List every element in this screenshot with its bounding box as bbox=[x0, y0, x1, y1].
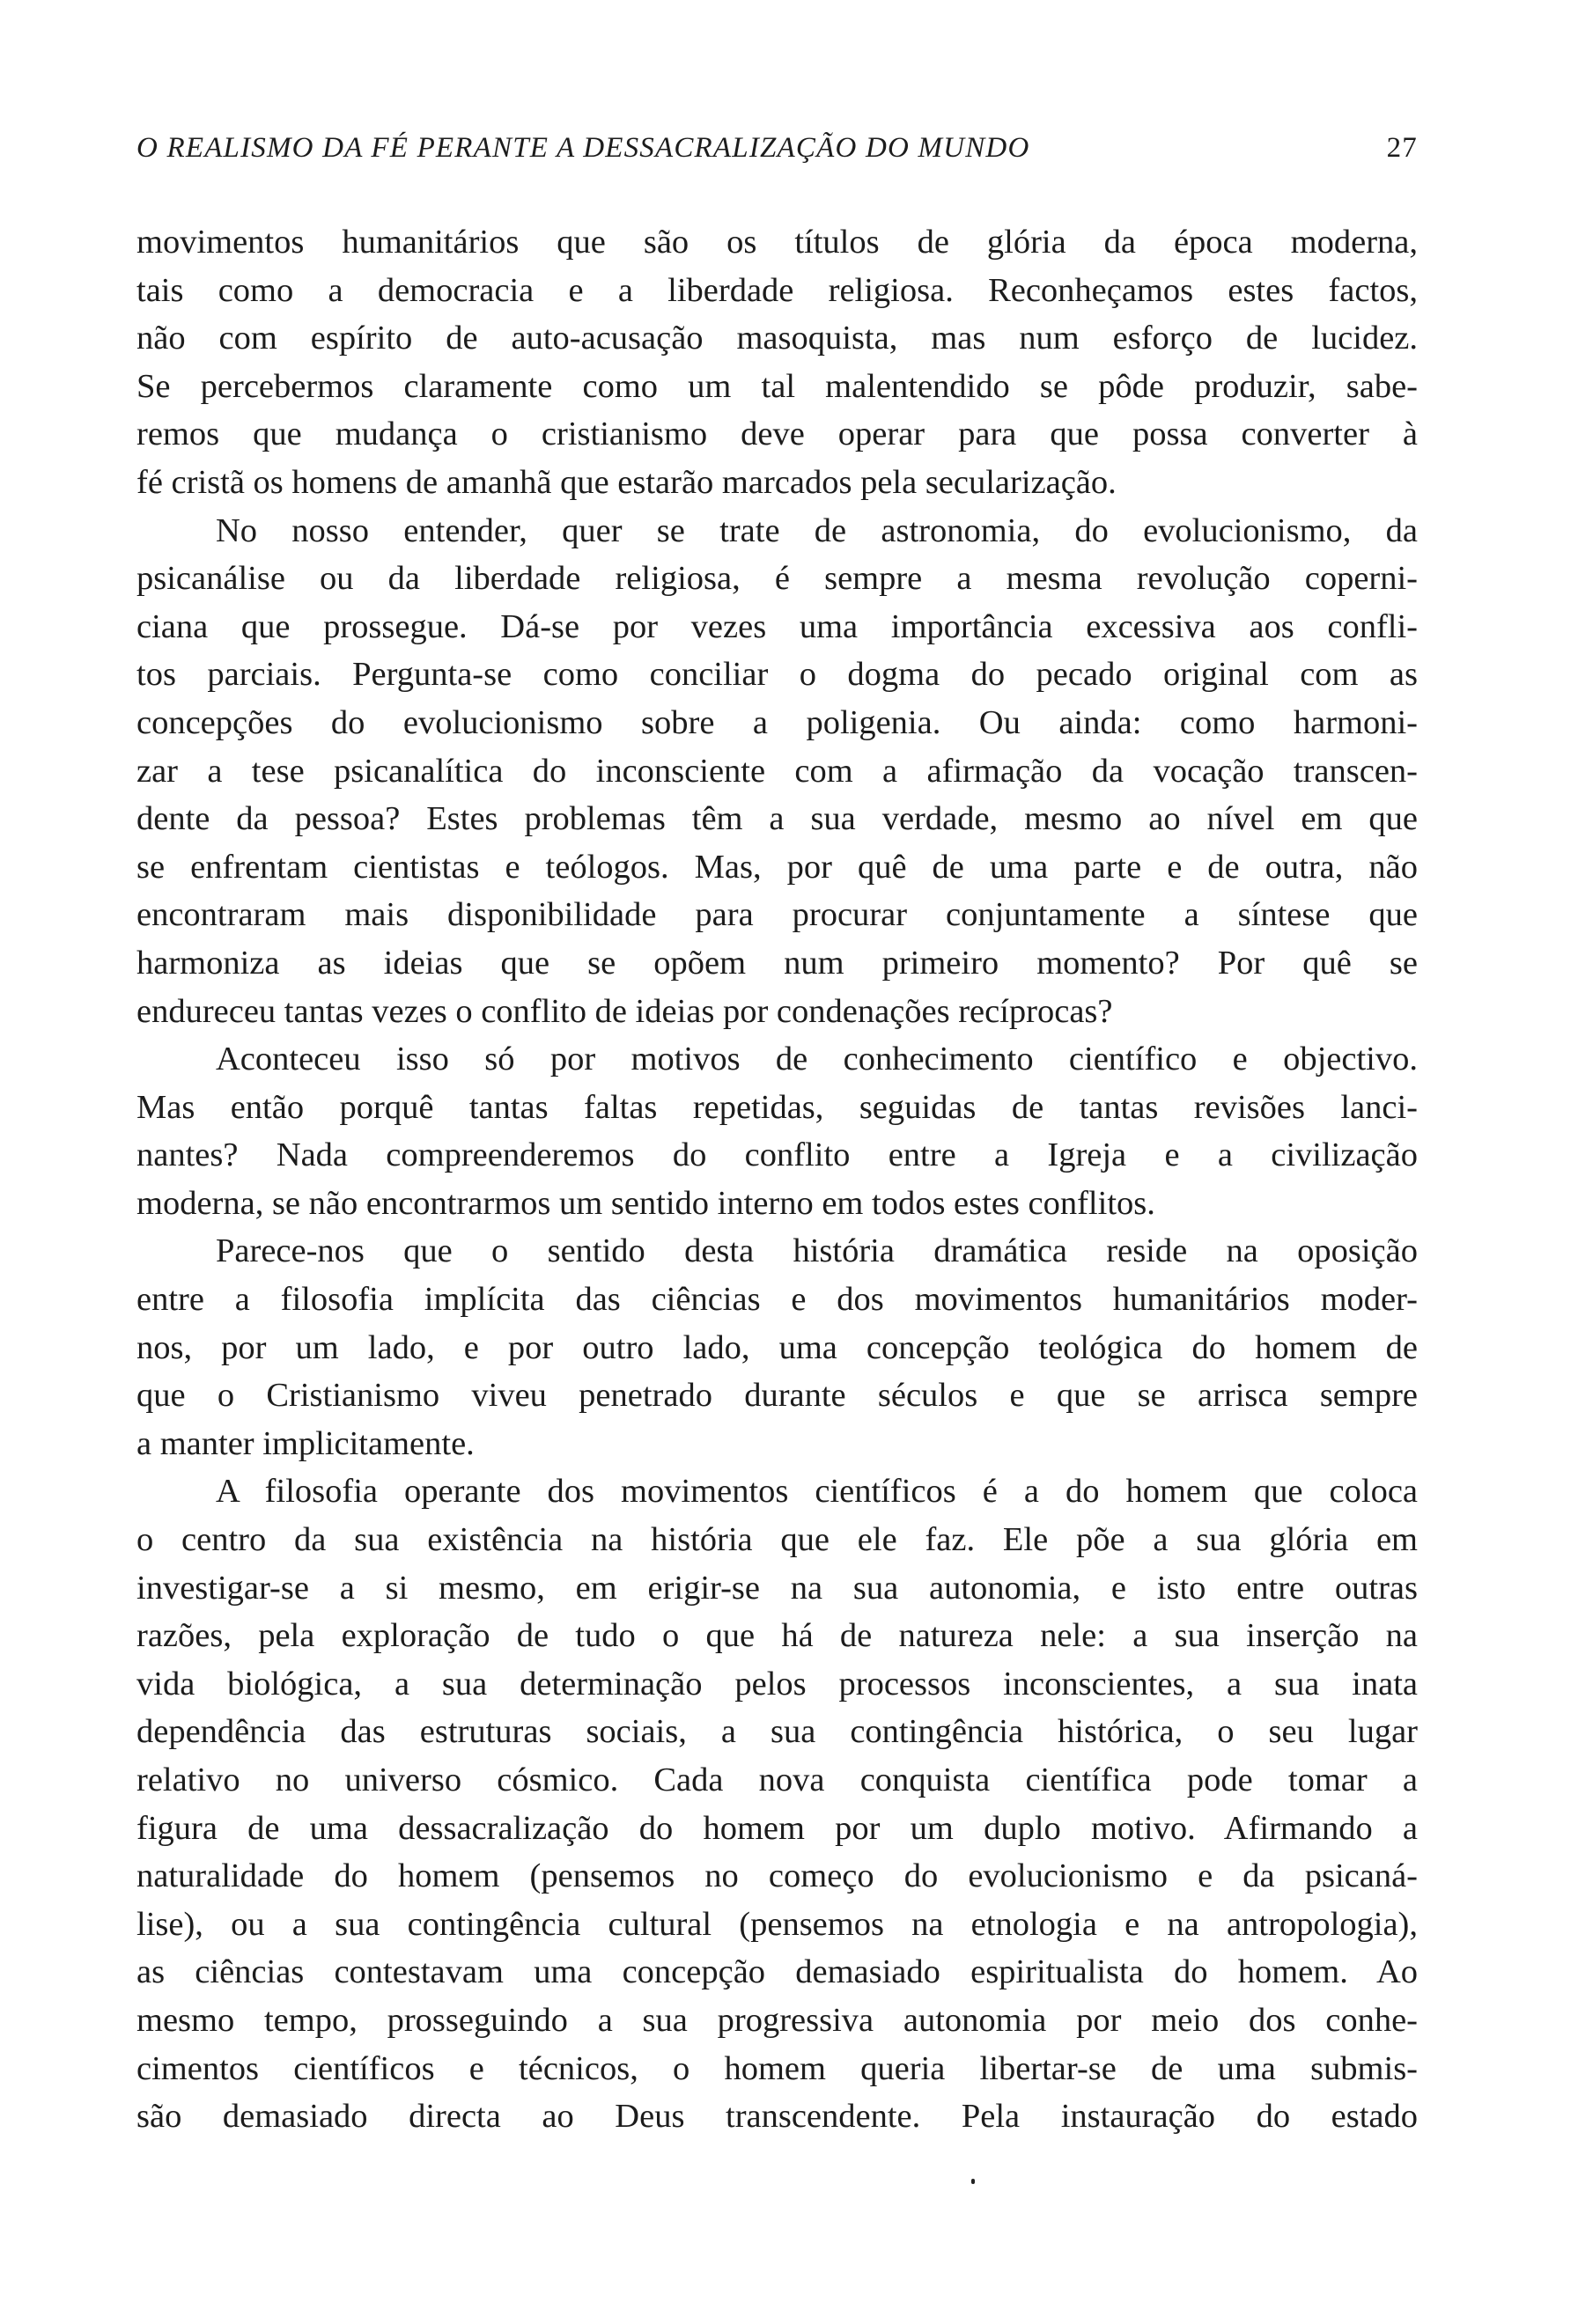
text-line: nantes? Nada compreenderemos do conflito entre a Igreja e a civilização bbox=[136, 1136, 1418, 1174]
text-line: investigar-se a si mesmo, em erigir-se na sua autonomia, e isto entre outras bbox=[136, 1569, 1418, 1607]
text-line: lise), ou a sua contingência cultural (pensemos na etnologia e na antropologia), bbox=[136, 1905, 1418, 1943]
text-line: as ciências contestavam uma concepção demasiado espiritualista do homem. Ao bbox=[136, 1953, 1418, 1991]
text-line: Parece-nos que o sentido desta história dramática reside na oposição bbox=[216, 1232, 1418, 1270]
text-line: A filosofia operante dos movimentos científicos é a do homem que coloca bbox=[216, 1473, 1418, 1511]
text-line: nos, por um lado, e por outro lado, uma concepção teológica do homem de bbox=[136, 1328, 1418, 1366]
body-text bbox=[136, 218, 1418, 2141]
text-line: figura de uma dessacralização do homem por um duplo motivo. Afirmando a bbox=[136, 1809, 1418, 1847]
text-line: concepções do evolucionismo sobre a poligenia. Ou ainda: como harmoni- bbox=[136, 703, 1418, 741]
text-line: moderna, se não encontrarmos um sentido interno em todos estes conflitos. bbox=[136, 1184, 1155, 1222]
text-line: dependência das estruturas sociais, a sua contingência histórica, o seu lugar bbox=[136, 1713, 1418, 1751]
text-line: Se percebermos claramente como um tal malentendido se pôde produzir, sabe- bbox=[136, 367, 1418, 405]
text-line: movimentos humanitários que são os títulos de glória da época moderna, bbox=[136, 224, 1418, 261]
text-line: encontraram mais disponibilidade para procurar conjuntamente a síntese que bbox=[136, 896, 1418, 934]
running-title: O REALISMO DA FÉ PERANTE A DESSACRALIZAÇÃO DO MUNDO bbox=[136, 132, 1030, 164]
text-line: não com espírito de auto-acusação masoquista, mas num esforço de lucidez. bbox=[136, 320, 1418, 357]
ink-spot bbox=[971, 2179, 975, 2184]
text-line: psicanálise ou da liberdade religiosa, é sempre a mesma revolução coperni- bbox=[136, 560, 1418, 598]
text-line: a manter implicitamente. bbox=[136, 1424, 475, 1462]
text-line: fé cristã os homens de amanhã que estarão marcados pela secularização. bbox=[136, 463, 1117, 501]
text-line: entre a filosofia implícita das ciências e dos movimentos humanitários moder- bbox=[136, 1281, 1418, 1319]
book-page bbox=[136, 132, 1418, 2141]
text-line: cimentos científicos e técnicos, o homem queria libertar-se de uma submis- bbox=[136, 2049, 1418, 2087]
text-line: que o Cristianismo viveu penetrado durante séculos e que se arrisca sempre bbox=[136, 1377, 1418, 1415]
text-line: Aconteceu isso só por motivos de conhecimento científico e objectivo. bbox=[216, 1041, 1418, 1078]
text-line: remos que mudança o cristianismo deve operar para que possa converter à bbox=[136, 416, 1418, 453]
text-line: são demasiado directa ao Deus transcendente. Pela instauração do estado bbox=[136, 2098, 1418, 2136]
text-line: tais como a democracia e a liberdade religiosa. Reconheçamos estes factos, bbox=[136, 271, 1418, 309]
text-line: relativo no universo cósmico. Cada nova conquista científica pode tomar a bbox=[136, 1761, 1418, 1798]
text-line: ciana que prossegue. Dá-se por vezes uma importância excessiva aos confli- bbox=[136, 607, 1418, 645]
text-line: No nosso entender, quer se trate de astronomia, do evolucionismo, da bbox=[216, 511, 1418, 549]
text-line: se enfrentam cientistas e teólogos. Mas, por quê de uma parte e de outra, não bbox=[136, 848, 1418, 886]
text-line: zar a tese psicanalítica do inconsciente com a afirmação da vocação transcen- bbox=[136, 752, 1418, 790]
page-number: 27 bbox=[1386, 132, 1418, 164]
text-line: vida biológica, a sua determinação pelos processos inconscientes, a sua inata bbox=[136, 1665, 1418, 1703]
text-line: tos parciais. Pergunta-se como conciliar o dogma do pecado original com as bbox=[136, 656, 1418, 694]
text-line: Mas então porquê tantas faltas repetidas, seguidas de tantas revisões lanci- bbox=[136, 1088, 1418, 1126]
text-line: mesmo tempo, prosseguindo a sua progressiva autonomia por meio dos conhe- bbox=[136, 2001, 1418, 2039]
text-line: naturalidade do homem (pensemos no começo do evolucionismo e da psicaná- bbox=[136, 1857, 1418, 1895]
text-line: o centro da sua existência na história que ele faz. Ele põe a sua glória em bbox=[136, 1521, 1418, 1559]
text-line: dente da pessoa? Estes problemas têm a sua verdade, mesmo ao nível em que bbox=[136, 800, 1418, 838]
text-line: harmoniza as ideias que se opõem num primeiro momento? Por quê se bbox=[136, 944, 1418, 982]
text-line: endureceu tantas vezes o conflito de ideias por condenações recíprocas? bbox=[136, 992, 1113, 1030]
running-header bbox=[136, 132, 1418, 185]
text-line: razões, pela exploração de tudo o que há de natureza nele: a sua inserção na bbox=[136, 1617, 1418, 1655]
